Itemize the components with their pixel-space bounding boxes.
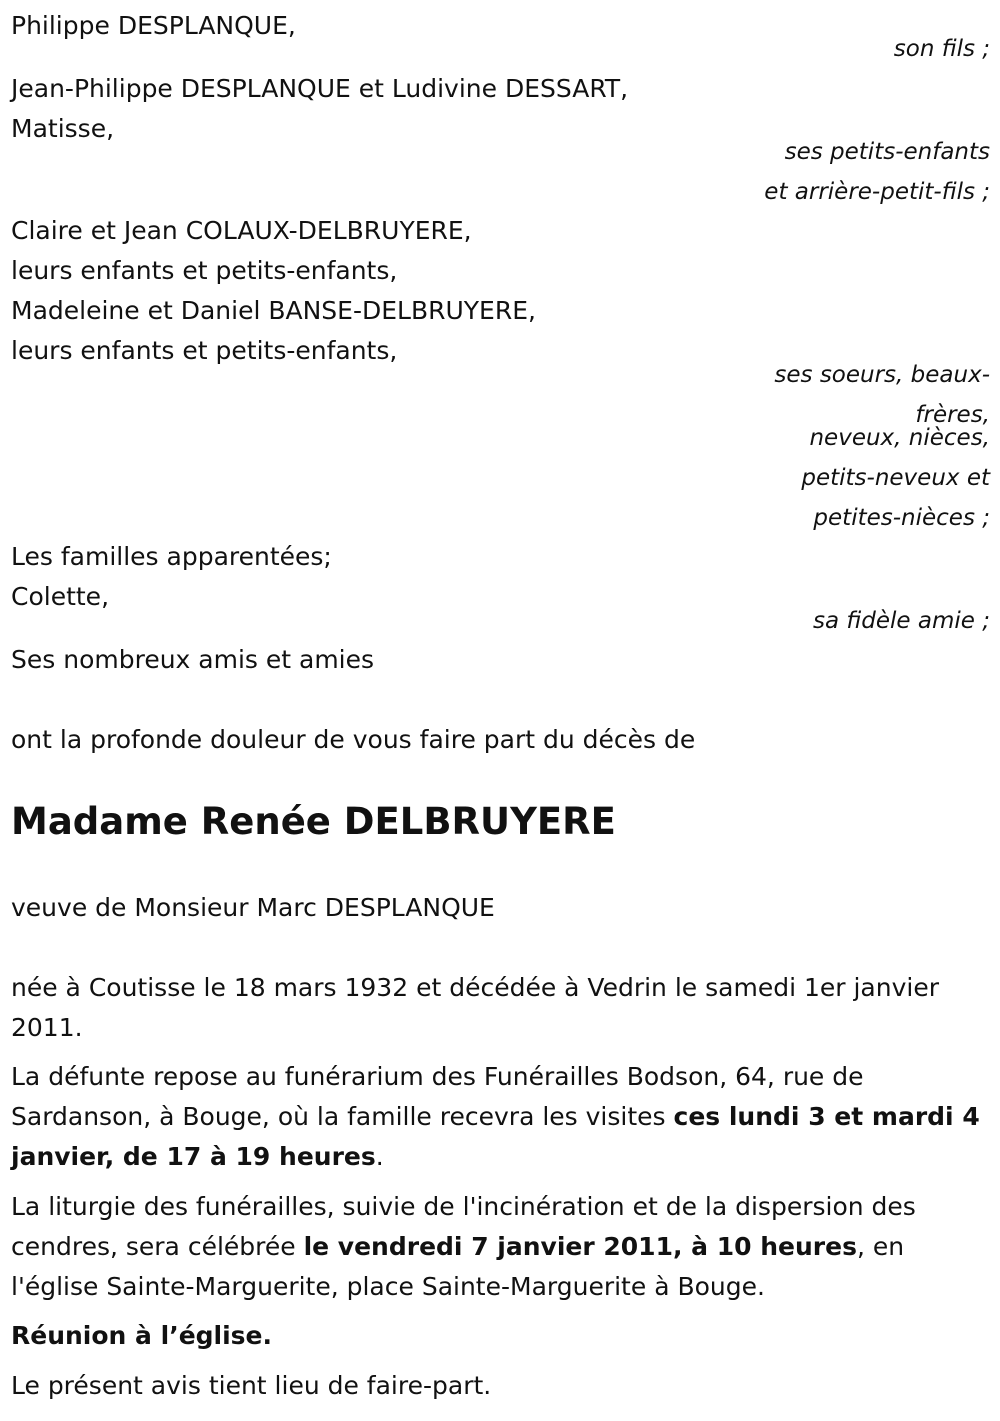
birth-death-text: née à Coutisse le 18 mars 1932 et décédée à Vedrin le samedi 1er janvier 2011. bbox=[11, 973, 939, 1042]
deceased-name: Madame Renée DELBRUYERE bbox=[11, 800, 616, 843]
widow-of-text: veuve de Monsieur Marc DESPLANQUE bbox=[11, 893, 495, 922]
liturgy-text-1: La liturgie des funérailles, suivie de l'incinération et de la dispersion des cendres, sera célébrée bbox=[11, 1192, 916, 1261]
family-line-son: Philippe DESPLANQUE, bbox=[11, 11, 296, 40]
footer-text: Le présent avis tient lieu de faire-part. bbox=[11, 1371, 492, 1400]
liturgy-paragraph bbox=[11, 1187, 986, 1307]
relation-friend: sa fidèle amie ; bbox=[813, 608, 990, 634]
announcement-text: ont la profonde douleur de vous faire part du décès de bbox=[11, 725, 696, 754]
relation-sisters-e: petites-nièces ; bbox=[813, 505, 990, 531]
liturgy-date: le vendredi 7 janvier 2011, à 10 heures bbox=[303, 1232, 857, 1261]
liturgy-text-2: , en l'église Sainte-Marguerite, place Sainte-Marguerite à Bouge. bbox=[11, 1232, 905, 1301]
relation-sisters-b: frères, bbox=[915, 402, 990, 428]
family-line-sister-2: Madeleine et Daniel BANSE-DELBRUYERE, bbox=[11, 296, 536, 325]
family-line-sister-2-children: leurs enfants et petits-enfants, bbox=[11, 336, 398, 365]
family-line-relatives: Les familles apparentées; bbox=[11, 542, 332, 571]
relation-grandchildren-b: et arrière-petit-fils ; bbox=[764, 179, 990, 205]
family-line-great-grandson: Matisse, bbox=[11, 114, 115, 143]
visit-text-1: La défunte repose au funérarium des Funérailles Bodson, 64, rue de Sardanson, à Bouge, où la famille recevra les visites bbox=[11, 1062, 864, 1131]
meeting-text: Réunion à l’église. bbox=[11, 1321, 273, 1350]
family-line-sister-1: Claire et Jean COLAUX-DELBRUYERE, bbox=[11, 216, 472, 245]
visit-text-2: . bbox=[375, 1142, 384, 1171]
family-line-friends: Ses nombreux amis et amies bbox=[11, 645, 375, 674]
relation-grandchildren-a: ses petits-enfants bbox=[784, 139, 990, 165]
family-line-friend: Colette, bbox=[11, 582, 110, 611]
family-line-sister-1-children: leurs enfants et petits-enfants, bbox=[11, 256, 398, 285]
relation-sisters-a: ses soeurs, beaux- bbox=[774, 362, 990, 388]
visit-dates: ces lundi 3 et mardi 4 janvier, de 17 à 19 heures bbox=[11, 1102, 980, 1171]
relation-sisters-d: petits-neveux et bbox=[801, 465, 990, 491]
visit-paragraph bbox=[11, 1057, 986, 1177]
family-line-grandson: Jean-Philippe DESPLANQUE et Ludivine DESSART, bbox=[11, 74, 629, 103]
relation-son: son fils ; bbox=[893, 36, 990, 62]
relation-sisters-c: neveux, nièces, bbox=[809, 425, 990, 451]
